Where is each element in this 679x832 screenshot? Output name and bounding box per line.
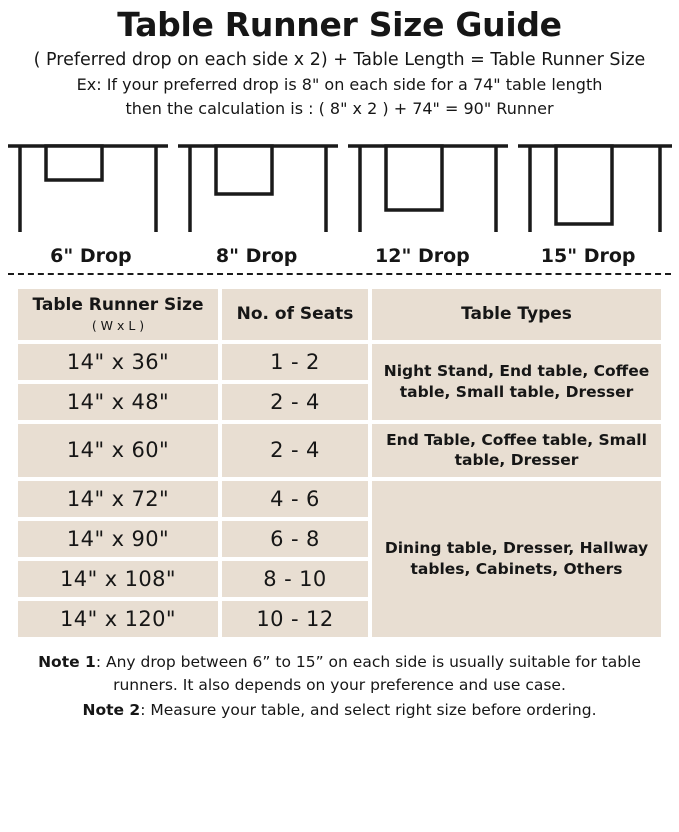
notes-block [12,651,667,721]
drop-label-8: 8" Drop [215,244,298,267]
cell-size: 14" x 108" [18,561,218,597]
size-table [14,285,665,642]
note-2-label: Note 2 [82,701,141,720]
example-line-1: Ex: If your preferred drop is 8" on each side for a 74" table length [76,75,603,95]
header-cell-types: Table Types [372,289,661,340]
cell-size: 14" x 90" [18,521,218,557]
header-cell-size [18,289,218,340]
cell-seats: 2 - 4 [222,424,368,478]
cell-types: Night Stand, End table, Coffee table, Small table, Dresser [372,344,661,420]
cell-size: 14" x 36" [18,344,218,380]
note-2-text: : Measure your table, and select right size before ordering. [140,701,597,720]
cell-size: 14" x 60" [18,424,218,478]
cell-seats: 2 - 4 [222,384,368,420]
cell-seats: 8 - 10 [222,561,368,597]
cell-size: 14" x 72" [18,481,218,517]
drop-label-6: 6" Drop [50,244,132,267]
drop-diagram-svg [0,132,679,244]
header-cell-seats: No. of Seats [222,289,368,340]
example-line-2: then the calculation is : ( 8" x 2 ) + 74" = 90" Runner [125,98,554,118]
cell-size: 14" x 48" [18,384,218,420]
drop-label-12: 12" Drop [375,244,470,267]
note-1-label: Note 1 [38,653,96,672]
size-table-wrap [14,285,665,642]
drop-diagram [0,132,679,244]
note-2 [12,699,667,721]
cell-types: End Table, Coffee table, Small table, Dresser [372,424,661,478]
formula-block [8,48,671,120]
table-row [18,424,661,478]
cell-types: Dining table, Dresser, Hallway tables, Cabinets, Others [372,481,661,637]
page-title: Table Runner Size Guide [117,5,562,44]
drop-labels-row [0,245,679,267]
table-row [18,344,661,380]
note-1 [12,651,667,696]
cell-seats: 10 - 12 [222,601,368,637]
cell-seats: 1 - 2 [222,344,368,380]
cell-seats: 6 - 8 [222,521,368,557]
header-size-sub: ( W x L ) [91,317,145,333]
table-header-row [18,289,661,340]
size-guide-page [0,6,679,832]
note-1-text: : Any drop between 6” to 15” on each side is usually suitable for table runners. It also depends on your preference and use case. [95,653,641,694]
cell-size: 14" x 120" [18,601,218,637]
drop-label-15: 15" Drop [540,244,636,267]
header-size-main: Table Runner Size [32,294,204,315]
cell-seats: 4 - 6 [222,481,368,517]
dashed-divider [8,273,671,275]
table-row [18,481,661,517]
formula-line: ( Preferred drop on each side x 2) + Table Length = Table Runner Size [33,49,646,70]
